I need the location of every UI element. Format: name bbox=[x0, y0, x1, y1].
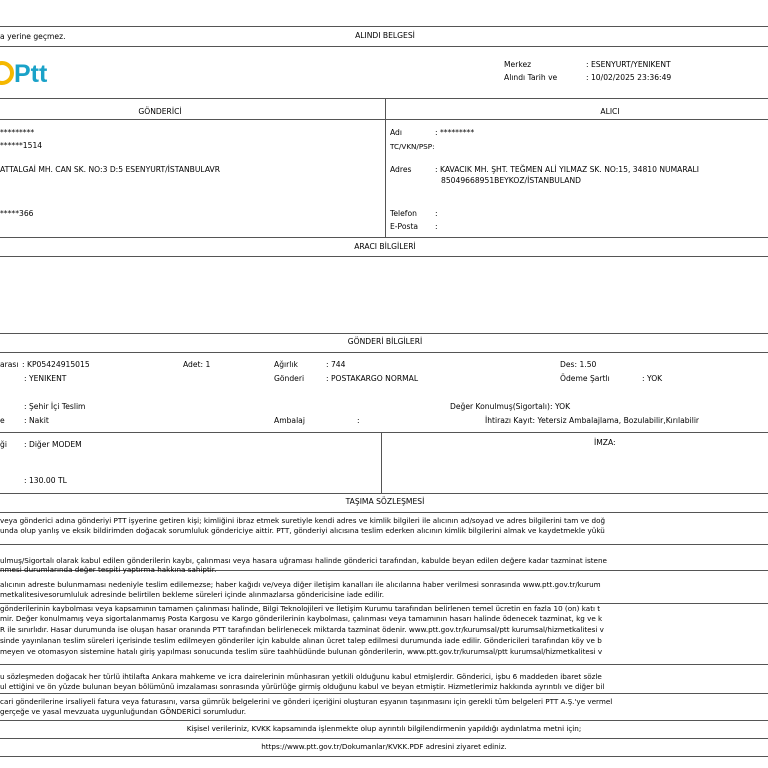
merkez-value: : ESENYURT/YENIKENT bbox=[586, 60, 671, 69]
declared-value: Değer Konulmuş(Sigortalı): YOK bbox=[450, 402, 571, 411]
packaging-label: Ambalaj bbox=[274, 416, 305, 425]
merkez-label: Merkez bbox=[504, 60, 532, 69]
office-value: : YENIKENT bbox=[24, 374, 67, 383]
receiver-phone-value: : bbox=[435, 209, 438, 218]
receiver-heading: ALICI bbox=[600, 107, 620, 116]
contract-line: ulmuş/Sigortalı olarak kabul edilen gönderilerin kaybı, çalınması veya hasara uğraması halinde gönderici tarafından, kabulde beyan edilen değere kadar tazminat istene bbox=[0, 556, 607, 565]
receiver-name-value: : ********* bbox=[435, 128, 475, 137]
contract-line: u sözleşmeden doğacak her türlü ihtilafta Ankara mahkeme ve icra dairelerinin münhasıran yetkili olduğunu kabul etmişlerdir. Gönderici, işbu 6 maddeden ibaret sözle bbox=[0, 672, 602, 681]
payment-condition-label: Ödeme Şartlı bbox=[560, 374, 610, 383]
document-title: ALINDI BELGESİ bbox=[355, 31, 415, 40]
receiver-email-value: : bbox=[435, 222, 438, 231]
contract-line: unda olup yanlış ve eksik bildirimden doğacak sorumluluk göndericiye aittir. PTT, gönderiyi alıcısına teslim ederken alıcının kimlik bilgilerini almak ve kaydetmekle yükü bbox=[0, 526, 605, 535]
piece-count: Adet: 1 bbox=[183, 360, 211, 369]
shipment-type-label: Gönderi bbox=[274, 374, 305, 383]
receiver-email-label: E-Posta bbox=[390, 222, 419, 231]
receiver-tc-label: TC/VKN/PSP: bbox=[390, 142, 435, 151]
shipment-type-value: : POSTAKARGO NORMAL bbox=[326, 374, 419, 383]
barcode-label: arası bbox=[0, 360, 19, 369]
desi-value: Des: 1.50 bbox=[560, 360, 597, 369]
contract-line: sinde yayınlanan teslim süreleri içerisinde teslim edilmeyen gönderiler için kabulde alınan ücret talep edilmesi durumunda iade edilir. Göndericileri tarafından köy ve b bbox=[0, 636, 602, 645]
weight-value: : 744 bbox=[326, 360, 346, 369]
content-value: : Diğer MODEM bbox=[24, 440, 82, 449]
packaging-value: : bbox=[357, 416, 360, 425]
receiver-name-label: Adı bbox=[390, 128, 402, 137]
contract-line: R ile sınırlıdır. Hasar durumunda ise oluşan hasar oranında PTT tarafından belirlenecek miktarda tazminat ödenir. www.ptt.gov.tr/kurumsal/ptt kurumsal/hizmetkalitesi v bbox=[0, 625, 604, 634]
payment-condition-value: : YOK bbox=[642, 374, 663, 383]
contract-line: mir. Değer konulmamış veya sigortalanmamış Posta Kargosu ve Kargo gönderilerinin kaybolması, çalınması veya tamamının hasarı halinde ödenecek tazminat, kg ve k bbox=[0, 614, 603, 623]
ptt-logo bbox=[0, 56, 66, 90]
shipment-heading: GÖNDERİ BİLGİLERİ bbox=[347, 337, 423, 346]
delivery-type-value: : Şehir İçi Teslim bbox=[24, 402, 86, 411]
amount-value: : 130.00 TL bbox=[24, 476, 67, 485]
logo-text: Ptt bbox=[14, 60, 48, 88]
contract-line: gerçeğe ve yasal mevzuata uygunluğundan GÖNDERİCİ sorumludur. bbox=[0, 707, 247, 716]
contract-line: cari gönderilerine irsaliyeli fatura veya faturasını, varsa gümrük belgelerini ve gönderi içeriğini oluşturan eşyanın taşınmasını için gerekli tüm belgeleri PTT A.Ş.'ye vermel bbox=[0, 697, 613, 706]
contract-line: ul ettiğini ve ön yüzde bulunan beyan bölümünü imzalaması sonrasında yürürlüğe girmiş olduğunu kabul ve beyan etmiştir. Hizmetlerimiz hakkında ayrıntılı ve diğer bil bbox=[0, 682, 605, 691]
kvkk-notice: Kişisel verileriniz, KVKK kapsamında işlenmekte olup ayrıntılı bilgilendirmenin yapıldığı aydınlatma metni için; bbox=[186, 724, 582, 733]
contract-line: gönderilerinin kaybolması veya kapsamının tamamen çalınması halinde, Bilgi Teknolojileri ve İletişim Kurumu tarafından belirlenen temel ücretin en fazla 10 (on) katı t bbox=[0, 604, 601, 613]
contract-line: alıcının adreste bulunmaması nedeniyle teslim edilemezse; haber kağıdı ve/veya diğer iletişim kanalları ile alıcılarına haber verilmesi sonrasında www.ptt.gov.tr/kurum bbox=[0, 580, 601, 589]
contract-line: metkalitesivesorumluluk adresinde belirtilen bekleme süreleri içinde alınmazlarsa göndericisine iade edilir. bbox=[0, 590, 385, 599]
weight-label: Ağırlık bbox=[274, 360, 298, 369]
receiver-address-line1: : KAVACIK MH. ŞHT. TEĞMEN ALİ YILMAZ SK. NO:15, 34810 NUMARALI bbox=[435, 165, 699, 174]
sender-address: ATTALGAİ MH. CAN SK. NO:3 D:5 ESENYURT/İSTANBULAVR bbox=[0, 165, 221, 174]
sender-heading: GÖNDERİCİ bbox=[138, 107, 182, 116]
payment-method-value: : Nakit bbox=[24, 416, 49, 425]
contract-line: nmesi durumlarında değer tespiti yaptırma hakkına sahiptir. bbox=[0, 565, 217, 574]
signature-label: İMZA: bbox=[594, 438, 616, 447]
header-note: a yerine geçmez. bbox=[0, 32, 66, 41]
receiver-address-label: Adres bbox=[390, 165, 412, 174]
payment-method-label: e bbox=[0, 416, 5, 425]
date-label: Alındı Tarih ve bbox=[504, 73, 558, 82]
contract-line: veya gönderici adına gönderiyi PTT işyerine getiren kişi; kimliğini ibraz etmek suretiyle kendi adres ve kimlik bilgileri ile alıcının ad/soyad ve adres bilgilerini tam ve doğ bbox=[0, 516, 606, 525]
contract-line: meyen ve otomasyon sistemine hatalı giriş yapılması sonucunda teslim süre taahhüdünde bulunan gönderilerin, www.ptt.gov.tr/kurumsal/ptt kurumsal/hizmetkalitesi v bbox=[0, 647, 603, 656]
receiver-address-line2: 85049668951BEYKOZ/İSTANBULAND bbox=[441, 176, 581, 185]
contract-heading: TAŞIMA SÖZLEŞMESİ bbox=[345, 497, 425, 506]
barcode-value: : KP05424915015 bbox=[22, 360, 90, 369]
reservation-note: İhtirazı Kayıt: Yetersiz Ambalajlama, Bozulabilir,Kırılabilir bbox=[485, 416, 700, 425]
date-value: : 10/02/2025 23:36:49 bbox=[586, 73, 672, 82]
kvkk-link[interactable]: https://www.ptt.gov.tr/Dokumanlar/KVKK.PDF adresini ziyaret ediniz. bbox=[261, 742, 507, 751]
receiver-phone-label: Telefon bbox=[390, 209, 417, 218]
ptt-logo-mark bbox=[0, 56, 66, 90]
sender-id: ******1514 bbox=[0, 141, 43, 150]
sender-phone: *****366 bbox=[0, 209, 34, 218]
intermediary-heading: ARACI BİLGİLERİ bbox=[354, 242, 416, 251]
sender-name: ********* bbox=[0, 128, 35, 137]
content-label: ği bbox=[0, 440, 7, 449]
